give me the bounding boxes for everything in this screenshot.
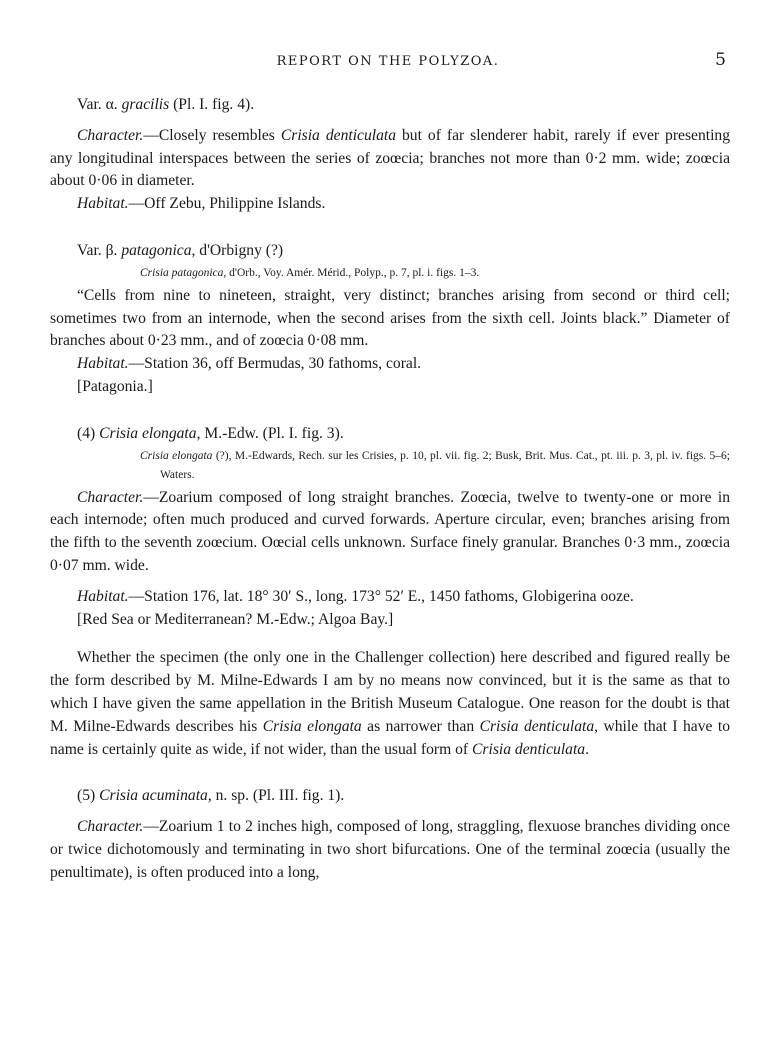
species-name: Crisia denticulata	[479, 717, 595, 735]
character-text: —Zoarium composed of long straight branches. Zoœcia, twelve to twenty-one or more in each internode; often much produced and curved forwards. Aperture circular, even; branches arising from the fifth to the seventh zoœcium. Oœcial cells unknown. Surface finely granular. Branches 0·3 mm., zoœcia 0·07 mm. wide.	[50, 488, 730, 574]
page-header	[0, 52, 776, 72]
habitat-text: —Station 176, lat. 18° 30′ S., long. 173° 52′ E., 1450 fathoms, Globigerina ooze.	[128, 587, 634, 605]
species-4-name: Crisia elongata	[99, 424, 197, 442]
var-alpha-name: gracilis	[121, 96, 170, 113]
species-5-author: , n. sp. (Pl. III. fig. 1).	[207, 787, 345, 805]
character-label: Character.	[77, 488, 144, 506]
species-4-heading	[77, 423, 730, 446]
species-name: Crisia denticulata	[472, 740, 586, 758]
species-number: (5)	[77, 787, 100, 805]
species-number: (4)	[77, 424, 100, 442]
page-number: 5	[715, 50, 726, 70]
species-4-distribution: [Red Sea or Mediterranean? M.-Edw.; Algoa Bay.]	[77, 610, 394, 628]
species-4-reference	[140, 447, 730, 485]
var-alpha-heading	[77, 94, 730, 117]
discussion-text: , while that I have to name is certainly quite as wide, if not wider, than the usual form of	[50, 717, 730, 758]
habitat-text: —Off Zebu, Philippine Islands.	[128, 195, 326, 213]
var-alpha-ref: (Pl. I. fig. 4).	[169, 96, 255, 113]
character-text: —Zoarium 1 to 2 inches high, composed of long, straggling, flexuose branches dividing once or twice dichotomously and terminating in two short bifurcations. One of the terminal zoœcia (usually the penultimate), is often produced into a long,	[50, 818, 730, 881]
character-text: —Closely resembles	[143, 126, 281, 144]
var-beta-name: patagonica	[121, 241, 192, 259]
species-4-habitat	[50, 586, 730, 609]
species-4-character	[50, 487, 730, 578]
var-beta-reference	[140, 264, 730, 283]
character-label: Character.	[77, 126, 144, 144]
var-beta-heading	[77, 240, 730, 263]
habitat-text: —Station 36, off Bermudas, 30 fathoms, coral.	[128, 355, 422, 373]
habitat-label: Habitat.	[77, 355, 129, 373]
species-5-name: Crisia acuminata	[99, 787, 208, 805]
var-alpha-character	[50, 125, 730, 193]
var-beta-quote: “Cells from nine to nineteen, straight, very distinct; branches arising from second or third cell; sometimes two from an internode, when the second arises from the sixth cell. Joints black.” Diameter of branches about 0·23 mm., and of zoœcia 0·08 mm.	[50, 286, 730, 350]
var-alpha-habitat	[50, 193, 730, 216]
habitat-label: Habitat.	[77, 587, 129, 605]
running-title: REPORT ON THE POLYZOA.	[276, 54, 500, 69]
var-beta-distribution: [Patagonia.]	[77, 377, 153, 395]
discussion-text: Whether the specimen (the only one in the Challenger collection) here described and figured really be the form described by M. Milne-Edwards I am by no means now convinced, but it is the same as that to which I have given the same appellation in the British Museum Catalogue. One reason for the doubt is that M. Milne-Edwards describes his	[50, 649, 730, 735]
species-4-author: , M.-Edw. (Pl. I. fig. 3).	[196, 424, 344, 442]
species-5-character	[50, 816, 730, 884]
habitat-label: Habitat.	[77, 195, 129, 213]
page-body	[50, 94, 730, 885]
character-text: but of far slenderer habit, rarely if ever presenting any longitudinal interspaces between the series of zoœcia; branches not more than 0·2 mm. wide; zoœcia about 0·06 in diameter.	[50, 126, 731, 190]
species-name: Crisia denticulata	[280, 126, 397, 144]
reference-text: (?), M.-Edwards, Rech. sur les Crisies, p. 10, pl. vii. fig. 2; Busk, Brit. Mus. Cat., pt. iii. p. 3, pl. iv. figs. 5–6; Waters.	[160, 449, 730, 481]
species-5-heading	[77, 785, 730, 808]
species-name: Crisia elongata	[262, 717, 362, 735]
var-alpha-label: Var. α.	[77, 96, 122, 113]
reference-text: , d'Orb., Voy. Amér. Mérid., Polyp., p. 7, pl. i. figs. 1–3.	[223, 266, 480, 279]
reference-species: Crisia patagonica	[140, 266, 224, 279]
discussion-text: as narrower than	[361, 717, 480, 735]
var-beta-habitat	[50, 353, 730, 376]
character-label: Character.	[77, 818, 144, 836]
var-beta-author: , d'Orbigny (?)	[191, 241, 284, 259]
discussion-text: .	[585, 740, 589, 758]
reference-species: Crisia elongata	[140, 449, 213, 462]
species-4-discussion	[50, 647, 730, 761]
var-beta-label: Var. β.	[77, 241, 122, 259]
